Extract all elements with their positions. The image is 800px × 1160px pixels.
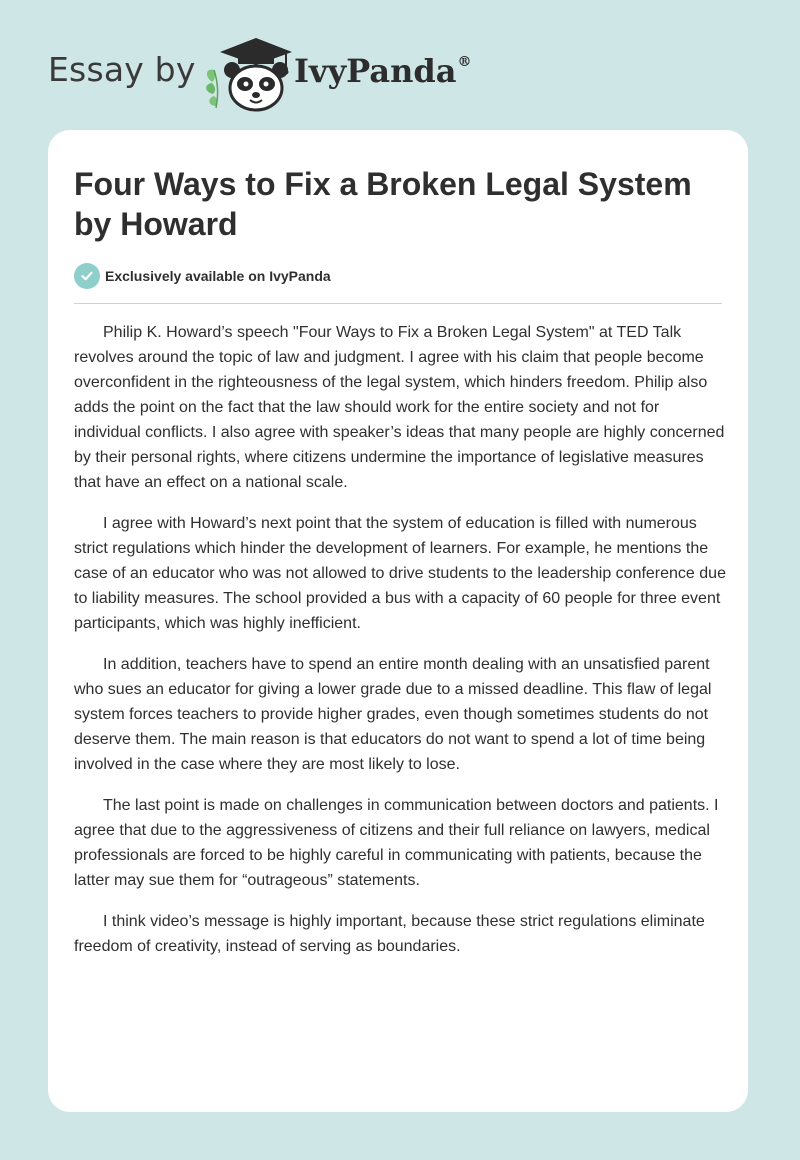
paragraph: I agree with Howard’s next point that the system of education is filled with numerous strict regulations which hinder the development of learners. For example, he mentions the case of an educator who was not allowed to drive students to the leadership conference due to liability measures. The school provided a bus with a capacity of 60 people for three event participants, which was highly inefficient. — [74, 515, 726, 632]
paragraph: I think video’s message is highly important, because these strict regulations eliminate freedom of creativity, instead of serving as boundaries. — [74, 913, 705, 955]
essay-by-label: Essay by — [48, 50, 196, 89]
brand-name: IvyPanda — [294, 52, 457, 90]
panda-graduate-logo-icon[interactable] — [202, 32, 294, 112]
paragraph: Philip K. Howard’s speech "Four Ways to Fix a Broken Legal System" at TED Talk revolves around the topic of law and judgment. I agree with his claim that people become overconfident in the righteousness of the legal system, which hinders freedom. Philip also adds the point on the fact that the law should work for the entire society and not for individual conflicts. I also agree with speaker’s ideas that many people are highly concerned by their personal rights, where citizens undermine the importance of legislative measures that have an effect on a national scale. — [74, 324, 725, 491]
exclusive-badge — [74, 263, 331, 289]
paragraph: The last point is made on challenges in communication between doctors and patients. I agree that due to the aggressiveness of citizens and their full reliance on lawyers, medical professionals are forced to be highly careful in communicating with patients, because the latter may sue them for “outrageous” statements. — [74, 797, 719, 889]
check-circle-icon — [74, 263, 100, 289]
divider — [74, 303, 722, 304]
paragraph: In addition, teachers have to spend an entire month dealing with an unsatisfied parent who sues an educator for giving a lower grade due to a missed deadline. This flaw of legal system forces teachers to provide higher grades, even though sometimes students do not deserve them. The main reason is that educators do not want to spend a lot of time being involved in the case where they are most likely to lose. — [74, 656, 712, 773]
exclusive-badge-label: Exclusively available on IvyPanda — [105, 268, 331, 284]
brand-logo[interactable] — [294, 52, 471, 90]
essay-body — [74, 320, 726, 975]
site-header — [48, 28, 752, 118]
essay-card — [48, 130, 748, 1112]
registered-mark: ® — [457, 54, 472, 70]
essay-title: Four Ways to Fix a Broken Legal System by Howard — [74, 166, 692, 242]
